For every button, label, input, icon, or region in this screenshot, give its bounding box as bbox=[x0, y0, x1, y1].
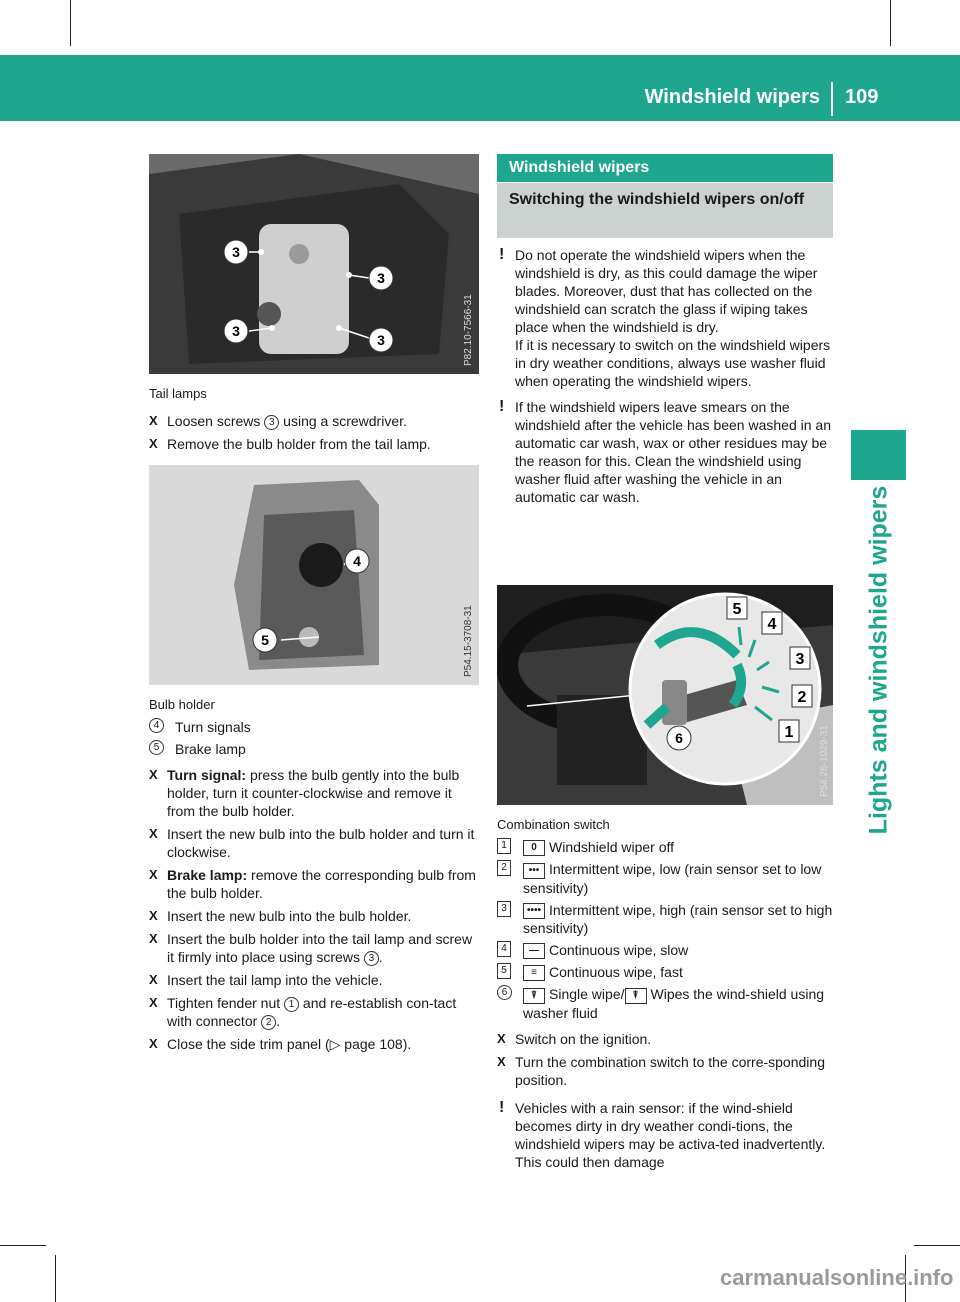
left-column-lower bbox=[149, 696, 479, 1058]
legend-item: 2 ••• Intermittent wipe, low (rain sensor set to low sensitivity) bbox=[497, 860, 835, 896]
step-item: X Insert the new bulb into the bulb holder and turn it clockwise. bbox=[149, 825, 479, 861]
ref-circle: 3 bbox=[364, 951, 379, 966]
side-tab-label: Lights and windshield wipers bbox=[864, 485, 892, 835]
callout-5 bbox=[727, 597, 747, 619]
svg-text:5: 5 bbox=[261, 632, 269, 648]
svg-text:5: 5 bbox=[732, 601, 742, 618]
step-item: X Turn the combination switch to the corre-sponding position. bbox=[497, 1053, 835, 1089]
step-item: X Loosen screws 3 using a screwdriver. bbox=[149, 412, 479, 430]
figure-caption: Combination switch bbox=[497, 817, 610, 832]
bulb-holder-figure bbox=[149, 465, 479, 685]
crop-mark bbox=[0, 1245, 46, 1246]
bulb-holder-illustration bbox=[149, 465, 479, 685]
legend-item: 3 •••• Intermittent wipe, high (rain sensor set to high sensitivity) bbox=[497, 901, 835, 937]
legend-item: 6 ⍒ Single wipe/ ⍒ Wipes the wind-shield using washer fluid bbox=[497, 985, 835, 1021]
callout-3 bbox=[369, 266, 393, 290]
svg-text:4: 4 bbox=[767, 616, 777, 633]
step-item: X Insert the new bulb into the bulb holder. bbox=[149, 907, 479, 925]
step-item: X Turn signal: press the bulb gently into the bulb holder, turn it counter-clockwise and remove it from the bulb holder. bbox=[149, 766, 479, 820]
ref-circle: 1 bbox=[284, 997, 299, 1012]
svg-text:6: 6 bbox=[675, 730, 683, 746]
header-title: Windshield wipers bbox=[644, 86, 820, 108]
washer-fluid-icon: ⍒ bbox=[625, 988, 647, 1004]
warning-icon: ! bbox=[499, 1098, 505, 1116]
figure-caption: Bulb holder bbox=[149, 697, 215, 712]
svg-text:3: 3 bbox=[795, 651, 805, 668]
header-separator bbox=[831, 82, 833, 116]
callout-6 bbox=[667, 726, 691, 750]
warning-note: ! Do not operate the windshield wipers when the windshield is dry, as this could damage the wiper blades. Moreover, dust that has collected on the windshield can scratch the glass if wiping takes place when the windshield is dry. If it is necessary to switch on the windshield wipers in dry weather conditions, always use washer fluid when operating the windshield wipers. bbox=[499, 246, 831, 389]
callout-2 bbox=[792, 685, 812, 707]
single-wipe-icon: ⍒ bbox=[523, 988, 545, 1004]
tail-lamp-figure bbox=[149, 154, 479, 374]
svg-text:3: 3 bbox=[377, 332, 385, 348]
step-item: X Close the side trim panel (▷ page 108). bbox=[149, 1035, 479, 1053]
left-column bbox=[149, 385, 479, 458]
ref-circle: 3 bbox=[264, 415, 279, 430]
figure-code: P54.15-3708-31 bbox=[463, 605, 474, 677]
step-item: X Remove the bulb holder from the tail lamp. bbox=[149, 435, 479, 453]
callout-4 bbox=[345, 549, 369, 573]
side-tab-marker bbox=[851, 430, 906, 480]
watermark: carmanualsonline.info bbox=[720, 1265, 954, 1290]
right-column-warnings bbox=[497, 246, 835, 514]
step-item: X Insert the bulb holder into the tail lamp and screw it firmly into place using screws 3 . bbox=[149, 930, 479, 966]
continuous-fast-icon: ≡ bbox=[523, 965, 545, 981]
svg-text:3: 3 bbox=[232, 244, 240, 260]
continuous-slow-icon: — bbox=[523, 943, 545, 959]
legend-item: 5 ≡ Continuous wipe, fast bbox=[497, 963, 835, 981]
crop-mark bbox=[914, 1245, 960, 1246]
step-item: X Tighten fender nut 1 and re-establish con-tact with connector 2 . bbox=[149, 994, 479, 1030]
page-number: 109 bbox=[845, 86, 879, 108]
figure-code: P82.10-7566-31 bbox=[463, 294, 474, 366]
svg-text:3: 3 bbox=[232, 323, 240, 339]
warning-icon: ! bbox=[499, 246, 505, 263]
wiper-off-icon: 0 bbox=[523, 840, 545, 856]
step-item: X Switch on the ignition. bbox=[497, 1030, 835, 1048]
svg-text:2: 2 bbox=[797, 689, 807, 706]
callout-1 bbox=[779, 720, 799, 742]
section-title: Windshield wipers bbox=[497, 154, 833, 182]
warning-icon: ! bbox=[499, 398, 505, 415]
crop-mark bbox=[890, 0, 891, 46]
warning-note: ! If the windshield wipers leave smears on the windshield after the vehicle has been washed in an automatic car wash, wax or other residues may be the reason for this. Clean the windshield using washer fluid after washing the vehicle in an automatic car wash. bbox=[499, 398, 831, 505]
svg-text:3: 3 bbox=[377, 270, 385, 286]
callout-5 bbox=[253, 628, 277, 652]
subsection-title: Switching the windshield wipers on/off bbox=[497, 183, 833, 238]
right-column-lower bbox=[497, 816, 835, 1179]
legend-item: 5 Brake lamp bbox=[149, 740, 479, 758]
tail-lamp-illustration bbox=[149, 154, 479, 374]
callout-3 bbox=[369, 328, 393, 352]
figure-caption: Tail lamps bbox=[149, 386, 207, 401]
page-ref-arrow: ▷ bbox=[329, 1036, 341, 1052]
figure-code: P54.26-1029-31 bbox=[819, 725, 830, 797]
legend-item: 1 0 Windshield wiper off bbox=[497, 838, 835, 856]
warning-note: ! Vehicles with a rain sensor: if the wind-shield becomes dirty in dry weather condi-tions, the windshield wipers may be activa-ted inadvertently. This could then damage bbox=[499, 1098, 826, 1170]
callout-3 bbox=[224, 240, 248, 264]
intermittent-low-icon: ••• bbox=[523, 863, 545, 879]
crop-mark bbox=[70, 0, 71, 46]
intermittent-high-icon: •••• bbox=[523, 903, 545, 919]
step-item: X Insert the tail lamp into the vehicle. bbox=[149, 971, 479, 989]
legend-item: 4 Turn signals bbox=[149, 718, 479, 736]
svg-text:1: 1 bbox=[784, 724, 794, 741]
crop-mark bbox=[55, 1255, 56, 1302]
step-item: X Brake lamp: remove the corresponding bulb from the bulb holder. bbox=[149, 866, 479, 902]
combination-switch-figure bbox=[497, 585, 833, 805]
svg-text:4: 4 bbox=[353, 553, 361, 569]
callout-3 bbox=[224, 319, 248, 343]
ref-circle: 2 bbox=[261, 1015, 276, 1030]
legend-item: 4 — Continuous wipe, slow bbox=[497, 941, 835, 959]
combination-switch-illustration bbox=[497, 585, 833, 805]
callout-4 bbox=[762, 612, 782, 634]
callout-3 bbox=[790, 647, 810, 669]
